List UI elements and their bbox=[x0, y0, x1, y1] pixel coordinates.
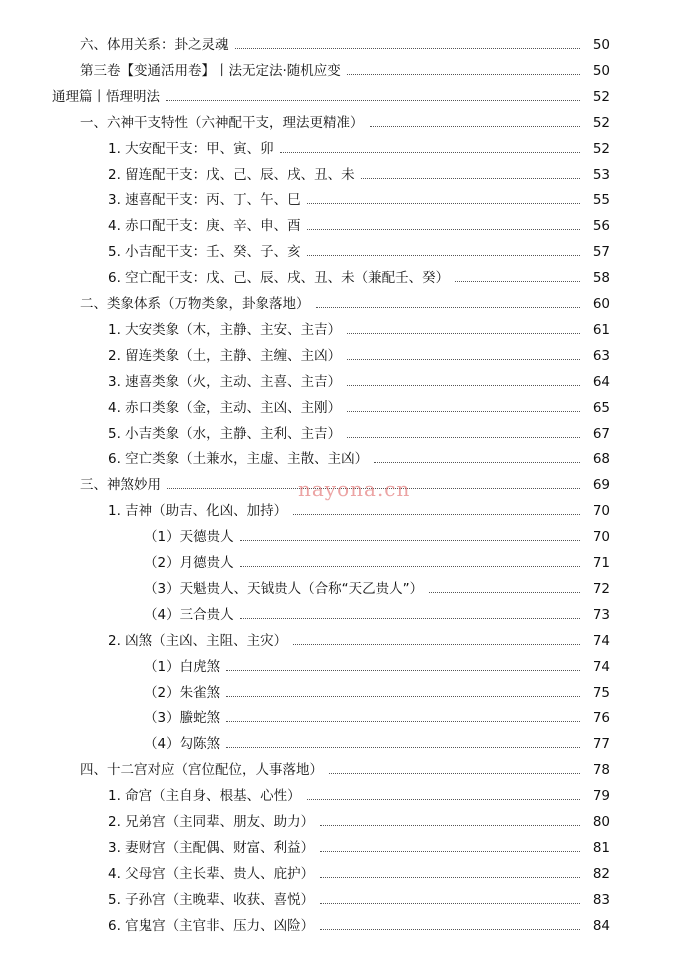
toc-entry-page: 52 bbox=[592, 140, 610, 157]
toc-entry bbox=[80, 34, 610, 56]
toc-dot-leader bbox=[320, 902, 580, 904]
toc-entry-page: 75 bbox=[592, 684, 610, 701]
toc-entry-title: （2）朱雀煞 bbox=[144, 684, 221, 701]
toc-entry-page: 73 bbox=[592, 606, 610, 623]
toc-entry-title: 第三卷【变通活用卷】丨法无定法·随机应变 bbox=[80, 62, 341, 79]
toc-entry-page: 76 bbox=[592, 710, 610, 727]
toc-entry-page: 78 bbox=[592, 762, 610, 779]
toc-entry-page: 82 bbox=[592, 865, 610, 882]
toc-entry-page: 55 bbox=[592, 192, 610, 209]
toc-dot-leader bbox=[320, 876, 580, 878]
toc-entry-title: 4. 父母宫（主长辈、贵人、庇护） bbox=[108, 865, 315, 882]
toc-entry-title: 4. 赤口类象（金，主动、主凶、主刚） bbox=[108, 399, 342, 416]
toc-entry bbox=[108, 397, 610, 419]
toc-entry bbox=[108, 500, 610, 522]
toc-entry bbox=[108, 138, 610, 160]
toc-dot-leader bbox=[329, 772, 580, 774]
toc-entry-page: 77 bbox=[592, 736, 610, 753]
toc-entry-title: 1. 大安类象（木，主静、主安、主吉） bbox=[108, 321, 342, 338]
toc-entry bbox=[144, 707, 610, 729]
toc-entry bbox=[108, 863, 610, 885]
toc-entry-page: 57 bbox=[592, 244, 610, 261]
toc-entry-page: 64 bbox=[592, 373, 610, 390]
toc-entry-title: 2. 留连类象（土，主静、主缠、主凶） bbox=[108, 347, 342, 364]
toc-entry-page: 58 bbox=[592, 270, 610, 287]
toc-entry-title: （2）月德贵人 bbox=[144, 555, 234, 571]
toc-entry-title: 四、十二宫对应（宫位配位，人事落地） bbox=[80, 762, 323, 779]
watermark: nayona.cn bbox=[298, 477, 411, 501]
toc-entry bbox=[80, 112, 610, 134]
toc-entry bbox=[108, 630, 610, 652]
toc-entry-title: 5. 子孙宫（主晚辈、收获、喜悦） bbox=[108, 891, 315, 908]
toc-dot-leader bbox=[370, 125, 581, 127]
toc-entry bbox=[144, 526, 610, 548]
toc-entry-title: （1）天德贵人 bbox=[144, 529, 234, 546]
toc-entry-title: （4）勾陈煞 bbox=[144, 736, 221, 753]
toc-entry-title: 6. 官鬼宫（主官非、压力、凶险） bbox=[108, 917, 315, 934]
toc-entry-page: 74 bbox=[592, 632, 610, 649]
toc-dot-leader bbox=[235, 47, 581, 49]
toc-entry-title: 3. 妻财宫（主配偶、财富、利益） bbox=[108, 839, 315, 856]
toc-dot-leader bbox=[347, 73, 580, 75]
toc-dot-leader bbox=[307, 798, 580, 800]
toc-entry-page: 70 bbox=[592, 503, 610, 520]
toc-entry-title: 5. 小吉配干支：壬、癸、子、亥 bbox=[108, 244, 301, 261]
toc-dot-leader bbox=[226, 746, 580, 748]
toc-entry bbox=[108, 345, 610, 367]
toc-entry-title: 3. 速喜配干支：丙、丁、午、巳 bbox=[108, 192, 301, 209]
toc-dot-leader bbox=[226, 669, 580, 671]
toc-entry-title: 二、类象体系（万物类象，卦象落地） bbox=[80, 296, 310, 312]
toc-entry bbox=[108, 215, 610, 237]
toc-entry-page: 68 bbox=[592, 451, 610, 468]
toc-entry-page: 50 bbox=[592, 37, 610, 53]
toc-entry-page: 69 bbox=[592, 477, 610, 494]
toc-entry-page: 53 bbox=[592, 166, 610, 183]
toc-dot-leader bbox=[240, 539, 580, 541]
toc-entry-title: 2. 留连配干支：戊、己、辰、戌、丑、未 bbox=[108, 166, 355, 183]
toc-entry bbox=[144, 733, 610, 755]
toc-entry-page: 83 bbox=[592, 891, 610, 908]
toc-entry-title: 三、神煞妙用 bbox=[80, 477, 161, 494]
toc-entry-page: 70 bbox=[592, 529, 610, 546]
toc-entry-title: 六、体用关系：卦之灵魂 bbox=[80, 37, 229, 53]
toc-entry bbox=[144, 682, 610, 704]
toc-entry-page: 81 bbox=[592, 839, 610, 856]
toc-entry-page: 60 bbox=[592, 296, 610, 312]
toc-entry-page: 72 bbox=[592, 580, 610, 597]
toc-entry-title: 通理篇丨悟理明法 bbox=[52, 88, 160, 105]
toc-dot-leader bbox=[316, 306, 581, 308]
toc-entry-page: 52 bbox=[592, 88, 610, 105]
toc-dot-leader bbox=[455, 280, 580, 282]
toc-dot-leader bbox=[293, 643, 580, 645]
toc-entry-page: 74 bbox=[592, 658, 610, 675]
toc-entry-title: 2. 凶煞（主凶、主阻、主灾） bbox=[108, 632, 288, 649]
toc-dot-leader bbox=[166, 99, 580, 101]
toc-entry bbox=[108, 189, 610, 211]
toc-entry-page: 50 bbox=[592, 62, 610, 79]
toc-entry-page: 63 bbox=[592, 347, 610, 364]
toc-entry-title: 6. 空亡类象（土兼水，主虚、主散、主凶） bbox=[108, 451, 369, 468]
toc-dot-leader bbox=[320, 850, 580, 852]
toc-entry bbox=[108, 889, 610, 911]
toc-entry bbox=[144, 604, 610, 626]
toc-entry bbox=[52, 86, 610, 108]
toc-dot-leader bbox=[347, 332, 580, 334]
toc-entry-page: 84 bbox=[592, 917, 610, 934]
toc-entry bbox=[144, 552, 610, 574]
toc-dot-leader bbox=[293, 513, 580, 515]
toc-dot-leader bbox=[320, 824, 580, 826]
toc-entry-page: 79 bbox=[592, 788, 610, 805]
toc-entry-title: 1. 命宫（主自身、根基、心性） bbox=[108, 788, 301, 805]
toc-entry-title: 4. 赤口配干支：庚、辛、申、酉 bbox=[108, 218, 301, 235]
toc-entry bbox=[108, 267, 610, 289]
toc-entry bbox=[80, 759, 610, 781]
toc-entry bbox=[108, 423, 610, 445]
toc-entry-title: （3）天魁贵人、天钺贵人（合称“天乙贵人”） bbox=[144, 580, 424, 597]
toc-entry-title: 1. 吉神（助吉、化凶、加持） bbox=[108, 503, 288, 520]
toc-dot-leader bbox=[347, 410, 580, 412]
toc-entry-page: 67 bbox=[592, 425, 610, 442]
toc-entry-title: 3. 速喜类象（火，主动、主喜、主吉） bbox=[108, 373, 342, 390]
toc-entry bbox=[108, 837, 610, 859]
toc-entry bbox=[108, 241, 610, 263]
toc-dot-leader bbox=[429, 591, 580, 593]
toc-dot-leader bbox=[240, 565, 580, 567]
toc-dot-leader bbox=[240, 617, 580, 619]
toc-entry-page: 56 bbox=[592, 218, 610, 235]
toc-entry-page: 65 bbox=[592, 399, 610, 416]
toc-dot-leader bbox=[307, 202, 580, 204]
toc-entry bbox=[108, 319, 610, 341]
toc-entry-title: 6. 空亡配干支：戊、己、辰、戌、丑、未（兼配壬、癸） bbox=[108, 270, 450, 287]
toc-entry-title: 一、六神干支特性（六神配干支，理法更精准） bbox=[80, 114, 364, 131]
toc-entry bbox=[144, 578, 610, 600]
toc-entry-page: 52 bbox=[592, 114, 610, 131]
toc-entry bbox=[108, 915, 610, 937]
toc-dot-leader bbox=[320, 928, 580, 930]
toc-dot-leader bbox=[307, 254, 580, 256]
toc-entry-title: 1. 大安配干支：甲、寅、卯 bbox=[108, 140, 274, 157]
toc-entry bbox=[80, 293, 610, 315]
toc-entry-page: 71 bbox=[592, 555, 610, 571]
toc-entry bbox=[144, 656, 610, 678]
toc-entry-title: （4）三合贵人 bbox=[144, 606, 234, 623]
toc-entry-title: （3）螣蛇煞 bbox=[144, 710, 221, 727]
toc-dot-leader bbox=[374, 461, 580, 463]
toc-dot-leader bbox=[347, 358, 580, 360]
toc-entry bbox=[108, 371, 610, 393]
toc-dot-leader bbox=[347, 384, 580, 386]
toc-entry-title: 5. 小吉类象（水，主静、主利、主吉） bbox=[108, 425, 342, 442]
toc-entry-page: 61 bbox=[592, 321, 610, 338]
toc-dot-leader bbox=[226, 720, 580, 722]
toc-entry bbox=[108, 448, 610, 470]
toc-entry-title: （1）白虎煞 bbox=[144, 658, 221, 675]
toc-entry bbox=[108, 164, 610, 186]
toc-entry bbox=[80, 60, 610, 82]
toc-dot-leader bbox=[226, 695, 580, 697]
toc-dot-leader bbox=[347, 436, 580, 438]
toc-dot-leader bbox=[280, 151, 580, 153]
toc-dot-leader bbox=[361, 177, 580, 179]
toc-entry-page: 80 bbox=[592, 814, 610, 830]
toc-entry bbox=[108, 811, 610, 833]
toc-dot-leader bbox=[307, 228, 580, 230]
toc-entry-title: 2. 兄弟宫（主同辈、朋友、助力） bbox=[108, 814, 315, 830]
toc-entry bbox=[108, 785, 610, 807]
